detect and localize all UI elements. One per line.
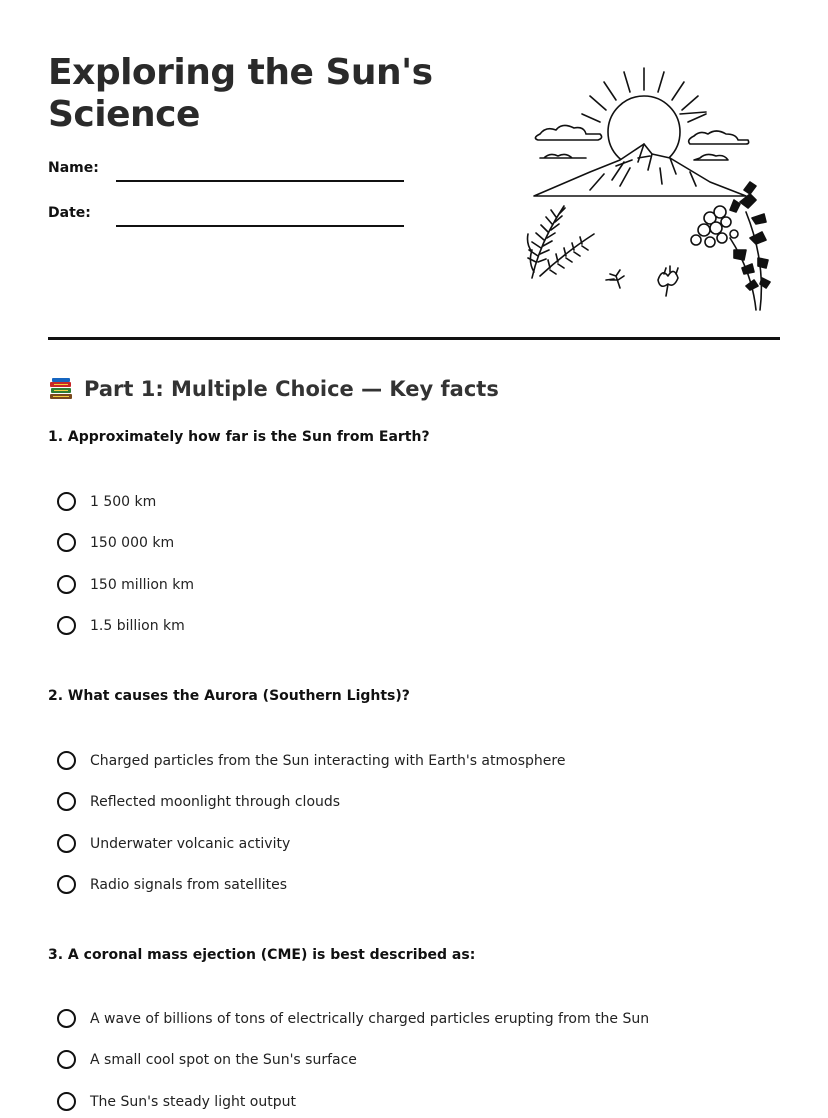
radio-button[interactable]	[57, 575, 76, 594]
name-field-line[interactable]	[116, 180, 404, 182]
radio-button[interactable]	[57, 533, 76, 552]
part1-title	[48, 375, 499, 403]
books-icon	[48, 376, 74, 402]
radio-button[interactable]	[57, 751, 76, 770]
date-field-line[interactable]	[116, 225, 404, 227]
radio-button[interactable]	[57, 1092, 76, 1111]
radio-button[interactable]	[57, 875, 76, 894]
part1-title-text: Part 1: Multiple Choice — Key facts	[84, 377, 499, 401]
option-label: 150 million km	[90, 576, 195, 593]
option-label: A small cool spot on the Sun's surface	[90, 1051, 357, 1068]
option-label: Reflected moonlight through clouds	[90, 793, 341, 810]
q3-option-b[interactable]	[57, 1050, 357, 1069]
worksheet-title: Exploring the Sun's Science	[48, 52, 433, 135]
radio-button[interactable]	[57, 1050, 76, 1069]
q1-option-a[interactable]	[57, 492, 156, 511]
sun-mountain-illustration	[520, 62, 782, 314]
q1-option-c[interactable]	[57, 575, 194, 594]
option-label: 1.5 billion km	[90, 617, 185, 634]
option-label: A wave of billions of tons of electrically charged particles erupting from the Sun	[90, 1010, 650, 1027]
radio-button[interactable]	[57, 492, 76, 511]
q3-option-a[interactable]	[57, 1009, 649, 1028]
question-3: 3. A coronal mass ejection (CME) is best described as:	[48, 947, 476, 963]
q2-option-c[interactable]	[57, 834, 290, 853]
q2-option-b[interactable]	[57, 792, 340, 811]
name-label: Name:	[48, 160, 99, 176]
date-label: Date:	[48, 205, 91, 221]
q2-option-a[interactable]	[57, 751, 565, 770]
option-label: 150 000 km	[90, 534, 175, 551]
option-label: Radio signals from satellites	[90, 876, 288, 893]
radio-button[interactable]	[57, 616, 76, 635]
question-1: 1. Approximately how far is the Sun from Earth?	[48, 429, 430, 445]
radio-button[interactable]	[57, 1009, 76, 1028]
q1-option-b[interactable]	[57, 533, 174, 552]
option-label: Charged particles from the Sun interacting with Earth's atmosphere	[90, 752, 566, 769]
q3-option-c[interactable]	[57, 1092, 296, 1111]
q2-option-d[interactable]	[57, 875, 287, 894]
option-label: 1 500 km	[90, 493, 157, 510]
option-label: Underwater volcanic activity	[90, 835, 291, 852]
radio-button[interactable]	[57, 834, 76, 853]
radio-button[interactable]	[57, 792, 76, 811]
question-2: 2. What causes the Aurora (Southern Lights)?	[48, 688, 410, 704]
q1-option-d[interactable]	[57, 616, 185, 635]
section-divider	[48, 337, 780, 340]
option-label: The Sun's steady light output	[90, 1093, 296, 1110]
